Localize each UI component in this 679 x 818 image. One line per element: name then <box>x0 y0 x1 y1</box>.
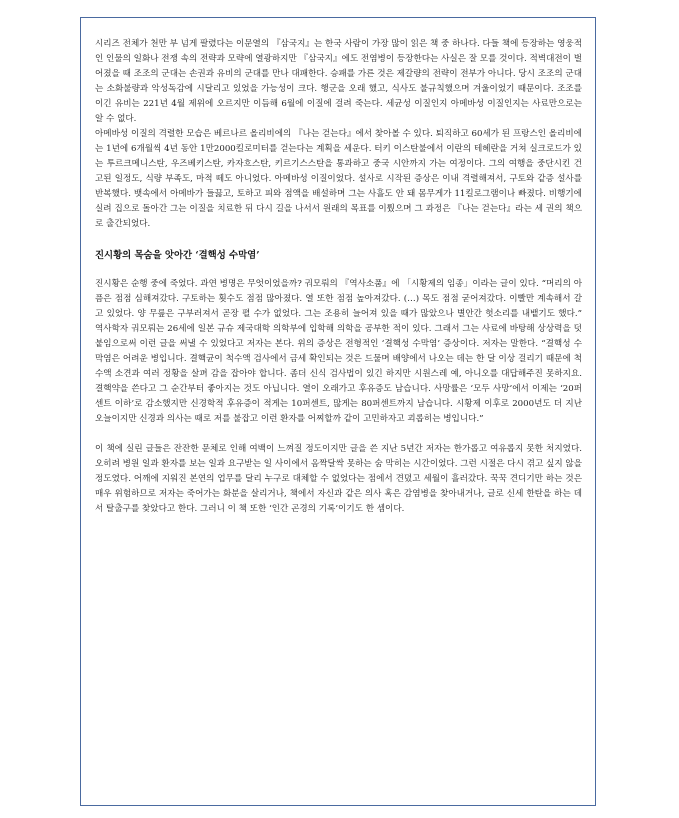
paragraph-qin-shi-huang: 진시황은 순행 중에 죽었다. 과연 병명은 무엇이었을까? 궈모뤄의 『역사소품』에 「시황제의 임종」이라는 글이 있다. “머리의 아픔은 점점 심해져갔다. 구토하는 횟수도 점점 많아졌다. 열 또한 점점 높아져갔다. (…) 목도 점점 굳어져갔다. 이빨만 계속해서 갈고 있었다. 양 무릎은 구부러져서 곧장 펼 수가 없었다. 그는 조용히 늘어져 있을 때가 많았으나 별안간 헛소리를 내뱉기도 했다.” 역사학자 궈모뤄는 26세에 일본 규슈 제국대학 의학부에 입학해 의학을 공부한 적이 있다. 그래서 그는 사료에 바탕해 상상력을 덧붙임으로써 이런 글을 써낼 수 있었다고 저자는 본다. 위의 증상은 전형적인 ‘결핵성 수막염’ 증상이다. 저자는 말한다. “결핵성 수막염은 어려운 병입니다. 결핵균이 척수액 검사에서 금세 확인되는 것은 드물며 배양에서 나오는 데는 한 달 이상 걸리기 때문에 척수액 소견과 여러 정황을 살펴 감을 잡아야 합니다. 좀더 신식 검사법이 있긴 하지만 시원스레 예, 아니오를 대답해주진 못하지요. 결핵약을 쓴다고 그 순간부터 좋아지는 것도 아닙니다. 열이 오래가고 후유증도 남습니다. 사망률은 ‘모두 사망’에서 이제는 ‘20퍼센트 이하’로 감소했지만 신경학적 후유증이 적게는 10퍼센트, 많게는 80퍼센트까지 남습니다. 시황제 이후로 2000년도 더 지난 오늘이지만 신경과 의사는 때로 저를 불잡고 이런 환자를 어찌할까 같이 고민하자고 괴롭히는 병입니다.” <box>95 279 582 424</box>
paragraph-olivier: 아메바성 이질의 격렬한 모습은 베르나르 올리비에의 『나는 걷는다』에서 찾아볼 수 있다. 퇴직하고 60세가 된 프랑스인 올리비에는 1년에 6개월씩 4년 동안 1만2000킬로미터를 걷는다는 계획을 세운다. 터키 이스탄불에서 이란의 테헤란을 거쳐 실크로드가 있는 투르크메니스탄, 우즈베키스탄, 카자흐스탄, 키르기스스탄을 통과하고 중국 시안까지 가는 여정이다. 그의 여행을 중단시킨 건 고된 일정도, 식량 부족도, 마적 떼도 아니었다. 아메바성 이질이었다. 설사로 시작된 증상은 이내 격렬해져서, 구토와 같증 설사를 반복했다. 뱃속에서 아메바가 들끓고, 토하고 피와 점액을 배설하며 그는 사흘도 안 돼 몸무게가 11킬로그램이나 빠졌다. 비행기에 실려 집으로 돌아간 그는 이질을 치료한 뒤 다시 길을 나서서 원래의 목표를 이뤘으며 그 과정은 『나는 걷는다』라는 세 권의 책으로 출간되었다. <box>95 129 582 229</box>
section-heading: 진시황의 목숨을 앗아간 ‘결핵성 수막염’ <box>95 250 260 261</box>
paragraph-samguk: 시리즈 전체가 천만 부 넘게 팔렸다는 이문열의 『삼국지』는 한국 사람이 가장 많이 읽은 책 중 하나다. 다들 책에 등장하는 영웅적인 인물의 일화나 전쟁 속의 전략과 모략에 열광하지만 『삼국지』에도 전염병이 등장한다는 사실은 잘 모를 것이다. 적벽대전이 벌어졌을 때 조조의 군대는 손권과 유비의 군대를 만나 대패한다. 승패를 가른 것은 제갈량의 전략이 전부가 아니다. 당시 조조의 군대는 소화불량과 악성독감에 시달리고 있었을 가능성이 크다. 행군을 오래 했고, 식사도 불규칙했으며 겨울이었기 때문이다. 조조를 이긴 유비는 221년 4월 제위에 오르지만 이듬해 6월에 이질에 걸려 죽는다. 세균성 이질인지 아메바성 이질인지는 사료만으로는 알 수 없다. <box>95 39 583 124</box>
document-body <box>95 37 582 517</box>
paragraph-author-circumstances: 이 책에 실린 글들은 잔잔한 문체로 인해 여백이 느껴질 정도이지만 글을 쓴 지난 5년간 저자는 한가롭고 여유롭지 못한 처지였다. 오히려 병원 일과 환자를 보는 일과 요구받는 일 사이에서 옴짝달싹 못하는 숨 막히는 시간이었다. 그런 시절은 다시 겪고 싶지 않을 정도였다. 어깨에 지워진 본연의 업무를 달리 누구로 대체할 수 없었다는 점에서 견뎠고 세월이 흘러갔다. 꾹꾹 견디기만 하는 것은 매우 위험하므로 저자는 죽어가는 화분을 살리거나, 책에서 자신과 같은 의사 혹은 감염병을 찾아내거나, 글로 신세 한탄을 하는 데서 탈출구를 찾았다고 한다. 그러니 이 책 또한 ‘인간 곤경의 기록’이기도 한 셈이다. <box>95 444 582 514</box>
